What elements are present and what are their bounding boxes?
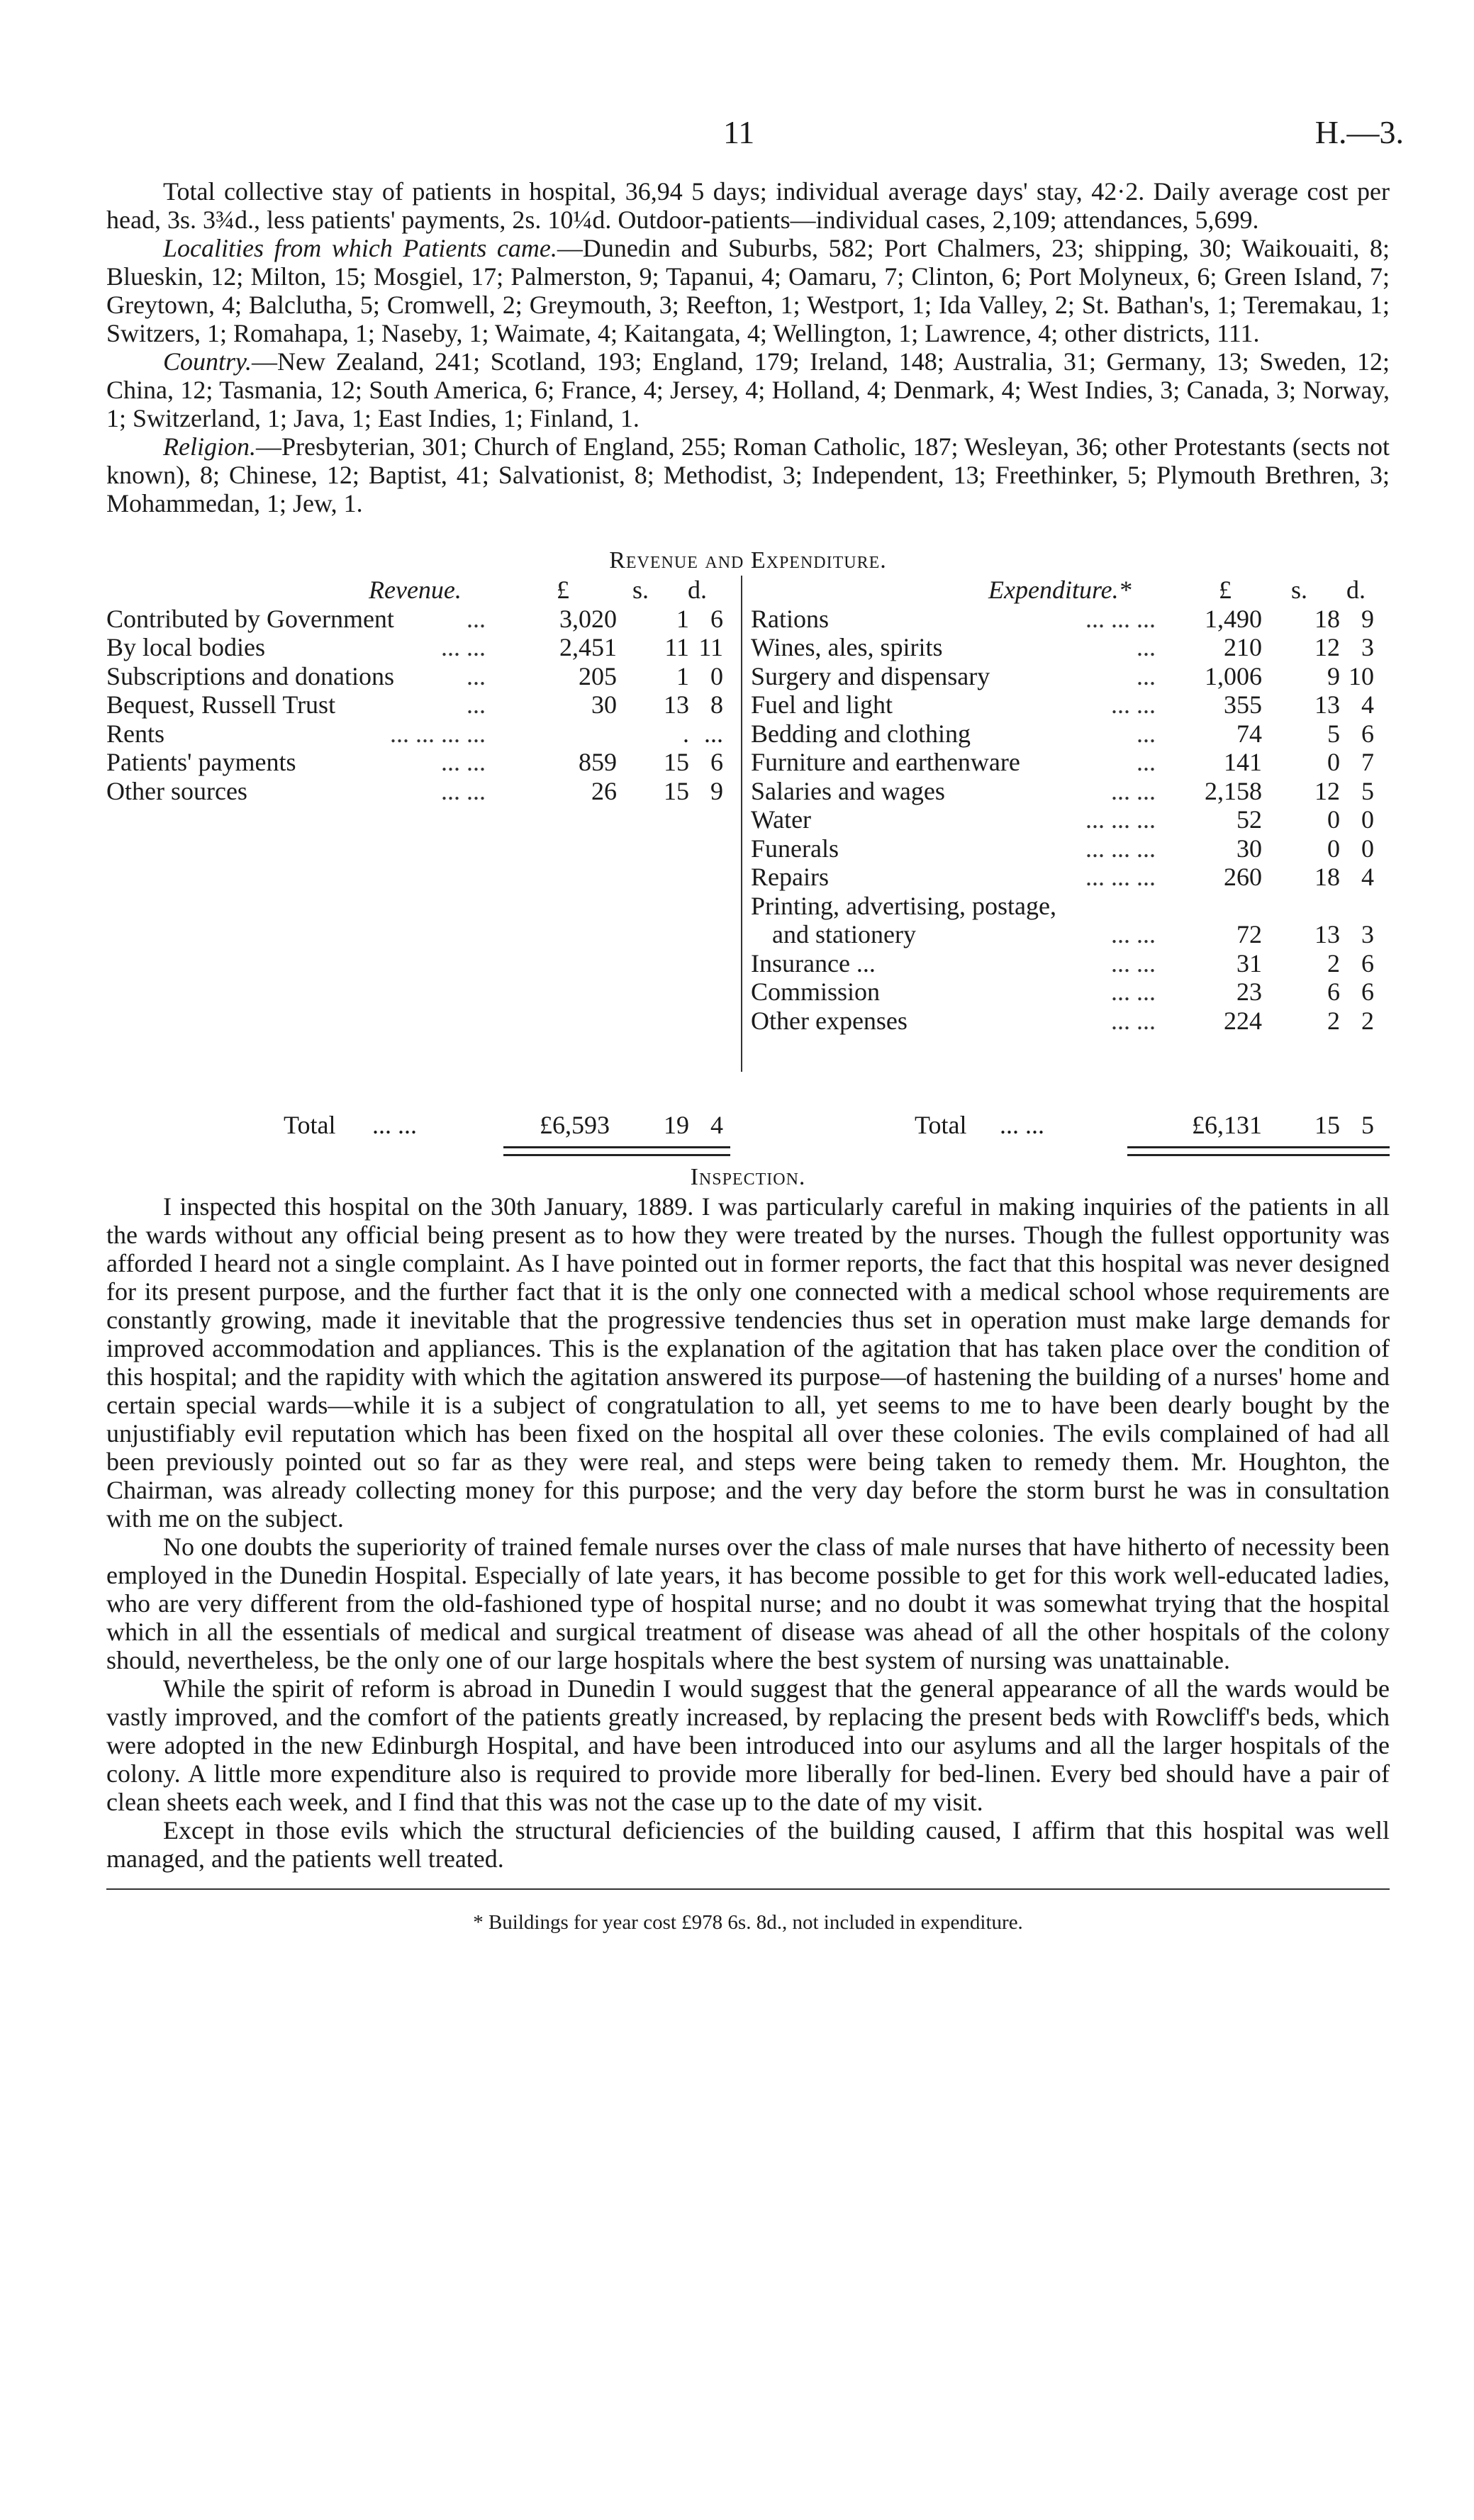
shillings-value: 18 — [1314, 863, 1340, 891]
expenditure-total-shillings: 15 — [1314, 1111, 1340, 1139]
inspection-body — [106, 1192, 1390, 1873]
pence-value: 10 — [1349, 661, 1374, 690]
leader-dots: ... ... ... ... — [390, 719, 486, 748]
ledger-row — [106, 777, 730, 806]
shillings-value: 2 — [1327, 948, 1340, 978]
revenue-total-pounds: £6,593 — [540, 1111, 610, 1139]
expenditure-total-pence: 5 — [1361, 1111, 1374, 1139]
pounds-value: 260 — [1224, 863, 1262, 891]
shillings-unit: s. — [632, 576, 649, 604]
leader-dots: ... — [1137, 748, 1156, 776]
revenue-header-row — [106, 576, 730, 605]
ledger-row — [106, 690, 730, 719]
shillings-unit: s. — [1291, 576, 1308, 604]
pence-value: 6 — [1361, 719, 1374, 748]
shillings-value: 0 — [1327, 805, 1340, 834]
ledger-row — [106, 633, 730, 662]
shillings-value: 18 — [1314, 604, 1340, 633]
document-code: H.—3. — [1314, 114, 1404, 150]
pence-value: 3 — [1361, 633, 1374, 661]
item-label: Rations — [751, 604, 830, 633]
total-label: Total — [915, 1111, 967, 1139]
document-page — [106, 99, 1404, 1934]
pence-value: 9 — [1361, 604, 1374, 633]
inspection-title: Inspection. — [690, 1164, 806, 1190]
leader-dots: ... ... — [1111, 690, 1156, 719]
item-label: Furniture and earthenware — [751, 748, 1020, 776]
revenue-total-shillings: 19 — [664, 1111, 689, 1139]
shillings-value: 12 — [1314, 776, 1340, 805]
item-label: Fuel and light — [751, 690, 893, 719]
pounds-value: 205 — [579, 661, 617, 690]
pence-value: 8 — [710, 690, 723, 719]
total-dots: ... ... — [372, 1111, 417, 1139]
shillings-value: 13 — [1314, 690, 1340, 719]
pence-value: 6 — [1361, 978, 1374, 1006]
ledger-row — [106, 662, 730, 691]
pence-value: 4 — [1361, 863, 1374, 891]
pence-value: ... — [704, 719, 723, 748]
total-label: Total — [284, 1111, 336, 1139]
inspection-paragraph-1: I inspected this hospital on the 30th January, 1889. I was particularly careful in making inquiries of the patients in all the wards without any official being present as to how they were treated by the nurses. Though the fullest opportunity was afforded I heard not a single complaint. As I have pointed out in former reports, the fact that this hospital was never designed for its present purpose, and the further fact that it is the only one connected with a medical school whose requirements are constantly growing, made it inevitable that the progressive tendencies thus set in operation must make large demands for improved accommodation and appliances. This is the explanation of the agitation that has taken place over the condition of this hospital; and the rapidity with which the agitation answered its purpose—of hastening the building of a nurses' home and certain special wards—while it is a subject of congratulation to all, yet seems to me to have been dearly bought by the unjustifiably evil reputation which has been fixed on the hospital all over these colonies. The evils complained of had all been previously pointed out so far as they were real, and steps were being taken to remedy them. Mr. Houghton, the Chairman, was already collecting money for this purpose; and the very day before the storm burst he was in consultation with me on the subject. — [106, 1192, 1390, 1533]
ledger-row — [751, 892, 1390, 921]
item-label: By local bodies — [106, 633, 265, 661]
leader-dots: ... ... — [1111, 978, 1156, 1006]
item-label: Other expenses — [751, 1006, 908, 1035]
leader-dots: ... ... — [1111, 948, 1156, 978]
pounds-value: 30 — [591, 690, 617, 719]
shillings-value: 11 — [664, 633, 689, 661]
shillings-value: 1 — [676, 604, 689, 633]
pounds-value: 210 — [1224, 633, 1262, 661]
shillings-value: 0 — [1327, 748, 1340, 776]
pence-value: 11 — [698, 633, 723, 661]
ledger-row — [751, 834, 1390, 863]
expenditure-heading: Expenditure.* — [988, 576, 1132, 604]
pounds-value: 141 — [1224, 748, 1262, 776]
pounds-value: 224 — [1224, 1006, 1262, 1035]
leader-dots: ... ... — [1111, 776, 1156, 805]
pence-value: 0 — [1361, 834, 1374, 863]
pounds-value: 52 — [1236, 805, 1262, 834]
leader-dots: ... ... ... — [1085, 834, 1156, 863]
country-label: Country. — [163, 347, 252, 376]
ledger-row — [751, 863, 1390, 892]
item-label: Rents — [106, 719, 165, 748]
pence-value: 6 — [710, 604, 723, 633]
shillings-value: 15 — [664, 748, 689, 776]
pounds-value: 23 — [1236, 978, 1262, 1006]
leader-dots: ... — [1137, 719, 1156, 748]
leader-dots: ... ... ... — [1085, 805, 1156, 834]
ledger-row — [751, 633, 1390, 662]
ledger-row — [106, 748, 730, 777]
religion-text: —Presbyterian, 301; Church of England, 255; Roman Catholic, 187; Wesleyan, 36; other Protestants (sects not known), 8; Chinese, 12; Baptist, 41; Salvationist, 8; Methodist, 3; Independent, 13; Freethinker, 5; Plymouth Brethren, 3; Mohammedan, 1; Jew, 1. — [106, 432, 1390, 517]
revenue-total-row — [284, 1111, 730, 1139]
religion-paragraph — [106, 432, 1390, 517]
religion-label: Religion. — [163, 432, 256, 461]
ledger-row — [751, 605, 1390, 634]
leader-dots: ... ... — [441, 633, 486, 661]
leader-dots: ... — [1137, 633, 1156, 661]
footnote-rule — [106, 1888, 1390, 1890]
shillings-value: 9 — [1327, 661, 1340, 690]
ledger-row — [751, 748, 1390, 777]
pence-value: 9 — [710, 776, 723, 805]
pence-value: 2 — [1361, 1006, 1374, 1035]
pounds-value: 3,020 — [559, 604, 617, 633]
ledger-row — [751, 805, 1390, 834]
pounds-value: 74 — [1236, 719, 1262, 748]
expenditure-total-pounds: £6,131 — [1192, 1111, 1262, 1139]
leader-dots: ... ... ... — [1085, 604, 1156, 633]
item-label: Contributed by Government — [106, 604, 394, 633]
shillings-value: 12 — [1314, 633, 1340, 661]
footnote: * Buildings for year cost £978 6s. 8d., not included in expenditure. — [473, 1911, 1023, 1934]
item-label: Surgery and dispensary — [751, 661, 990, 690]
item-label: Other sources — [106, 776, 247, 805]
pounds-value: 859 — [579, 748, 617, 776]
pounds-value: 1,006 — [1205, 661, 1262, 690]
page-header — [106, 99, 1404, 156]
expenditure-total-row — [915, 1111, 1390, 1139]
leader-dots: ... ... ... — [1085, 863, 1156, 891]
ledger-row — [751, 1007, 1390, 1036]
pounds-value: 2,158 — [1205, 776, 1262, 805]
item-label: Wines, ales, spirits — [751, 633, 943, 661]
pounds-value: 1,490 — [1205, 604, 1262, 633]
pence-value: 0 — [710, 661, 723, 690]
ledger-row — [751, 978, 1390, 1007]
finance-table — [106, 576, 1390, 1178]
stay-paragraph: Total collective stay of patients in hospital, 36,94 5 days; individual average days' stay, 42·2. Daily average cost per head, 3s. 3¾d., less patients' payments, 2s. 10¼d. Outdoor-patients—individual cases, 2,109; attendances, 5,699. — [106, 177, 1390, 234]
leader-dots: ... — [467, 690, 486, 719]
page-number: 11 — [723, 114, 755, 150]
pence-value: 4 — [1361, 690, 1374, 719]
item-label: Funerals — [751, 834, 839, 863]
item-label: Bequest, Russell Trust — [106, 690, 336, 719]
ledger-row — [751, 719, 1390, 749]
shillings-value: 0 — [1327, 834, 1340, 863]
pence-value: 0 — [1361, 805, 1374, 834]
finance-title: Revenue and Expenditure. — [609, 547, 887, 573]
ledger-row — [751, 690, 1390, 719]
item-label: and stationery — [772, 920, 916, 948]
pounds-value: 31 — [1236, 948, 1262, 978]
localities-label: Localities from which Patients came. — [163, 234, 557, 262]
shillings-value: 6 — [1327, 978, 1340, 1006]
total-dots: ... ... — [1000, 1111, 1044, 1139]
pence-value: 6 — [1361, 948, 1374, 978]
inspection-paragraph-3: While the spirit of reform is abroad in Dunedin I would suggest that the general appearance of all the wards would be vastly improved, and the comfort of the patients greatly increased, by replacing the present beds with Rowcliff's beds, which were adopted in the new Edinburgh Hospital, and have been introduced into our asylums and all the larger hospitals of the colony. A little more expenditure also is required to provide more liberally for bed-linen. Every bed should have a pair of clean sheets each week, and I find that this was not the case up to the date of my visit. — [106, 1674, 1390, 1816]
item-label: Patients' payments — [106, 748, 296, 776]
country-text: —New Zealand, 241; Scotland, 193; England, 179; Ireland, 148; Australia, 31; Germany, 13; Sweden, 12; China, 12; Tasmania, 12; South America, 6; France, 4; Jersey, 4; Holland, 4; Denmark, 4; West Indies, 3; Canada, 3; Norway, 1; Switzerland, 1; Java, 1; East Indies, 1; Finland, 1. — [106, 347, 1390, 432]
expenditure-total-rule — [1127, 1146, 1390, 1156]
ledger-row — [751, 777, 1390, 806]
pence-unit: d. — [688, 576, 707, 604]
ledger-row — [106, 605, 730, 634]
item-label: Bedding and clothing — [751, 719, 971, 748]
ledger-row — [751, 662, 1390, 691]
revenue-heading: Revenue. — [369, 576, 462, 604]
revenue-total-pence: 4 — [710, 1111, 723, 1139]
pence-value: 6 — [710, 748, 723, 776]
shillings-value: . — [683, 719, 689, 748]
ledger-row — [751, 920, 1390, 949]
pence-value: 7 — [1361, 748, 1374, 776]
localities-paragraph — [106, 234, 1390, 347]
country-paragraph — [106, 347, 1390, 432]
revenue-column — [106, 576, 730, 805]
leader-dots: ... ... — [441, 776, 486, 805]
pounds-value: 30 — [1236, 834, 1262, 863]
revenue-total-rule — [503, 1146, 730, 1156]
item-label: Insurance ... — [751, 948, 876, 978]
item-label: Printing, advertising, postage, — [751, 891, 1056, 920]
item-label: Water — [751, 805, 812, 834]
leader-dots: ... — [1137, 661, 1156, 690]
item-label: Repairs — [751, 863, 829, 891]
ledger-row — [751, 949, 1390, 978]
pence-value: 3 — [1361, 920, 1374, 948]
shillings-value: 15 — [664, 776, 689, 805]
pence-unit: d. — [1346, 576, 1366, 604]
shillings-value: 1 — [676, 661, 689, 690]
item-label: Subscriptions and donations — [106, 661, 394, 690]
shillings-value: 5 — [1327, 719, 1340, 748]
item-label: Commission — [751, 978, 881, 1006]
inspection-paragraph-4: Except in those evils which the structural deficiencies of the building caused, I affirm that this hospital was well managed, and the patients well treated. — [106, 1816, 1390, 1873]
pounds-value: 355 — [1224, 690, 1262, 719]
shillings-value: 13 — [1314, 920, 1340, 948]
pounds-unit: £ — [557, 576, 569, 604]
leader-dots: ... — [467, 661, 486, 690]
pence-value: 5 — [1361, 776, 1374, 805]
leader-dots: ... ... — [1111, 920, 1156, 948]
expenditure-column — [741, 576, 1390, 1072]
leader-dots: ... ... — [1111, 1006, 1156, 1035]
item-label: Salaries and wages — [751, 776, 945, 805]
pounds-value: 72 — [1236, 920, 1262, 948]
pounds-value: 26 — [591, 776, 617, 805]
pounds-unit: £ — [1219, 576, 1232, 604]
expenditure-header-row — [751, 576, 1390, 605]
leader-dots: ... ... — [441, 748, 486, 776]
shillings-value: 2 — [1327, 1006, 1340, 1035]
ledger-row — [106, 719, 730, 749]
pounds-value: 2,451 — [559, 633, 617, 661]
inspection-paragraph-2: No one doubts the superiority of trained female nurses over the class of male nurses that have hitherto of necessity been employed in the Dunedin Hospital. Especially of late years, it has become possible to get for this work well-educated ladies, who are very different from the old-fashioned type of hospital nurse; and no doubt it was somewhat trying that the hospital which in all the essentials of medical and surgical treatment of disease was ahead of all the other hospitals of the colony should, nevertheless, be the only one of our large hospitals where the best system of nursing was unattainable. — [106, 1533, 1390, 1674]
shillings-value: 13 — [664, 690, 689, 719]
localities-text: —Dunedin and Suburbs, 582; Port Chalmers, 23; shipping, 30; Waikouaiti, 8; Blueskin, 12; Milton, 15; Mosgiel, 17; Palmerston, 9; Tapanui, 4; Oamaru, 7; Clinton, 6; Port Molyneux, 6; Green Island, 7; Greytown, 4; Balclutha, 5; Cromwell, 2; Greymouth, 3; Reefton, 1; Westport, 1; Ida Valley, 2; St. Bathan's, 1; Teremakau, 1; Switzers, 1; Romahapa, 1; Naseby, 1; Waimate, 4; Kaitangata, 4; Wellington, 1; Lawrence, 4; other districts, 111. — [106, 234, 1390, 347]
leader-dots: ... — [467, 604, 486, 633]
